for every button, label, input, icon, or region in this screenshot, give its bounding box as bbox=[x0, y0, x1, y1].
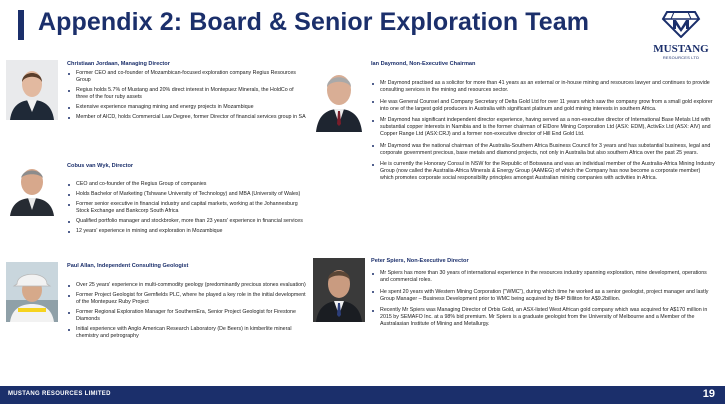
list-item: Mr Spiers has more than 30 years of international experience in the resources industry spanning exploration, mine development, operations and commercial roles. bbox=[371, 270, 715, 284]
page-number: 19 bbox=[702, 388, 715, 400]
photo-cobus-van-wyk bbox=[6, 160, 58, 216]
bullets-cobus-van-wyk bbox=[67, 181, 307, 238]
list-item: Mr Daymond practised as a solicitor for more than 41 years as an external or in-house mining and resources lawyer and continues to provide consulting services in the mining and resources sector. bbox=[371, 80, 715, 94]
list-item: Initial experience with Anglo American Research Laboratory (De Beers) in kimberlite mineral chemistry and petrography bbox=[67, 326, 307, 340]
list-item: Former Project Geologist for Gemfields PLC, where he played a key role in the initial development of the Montepuez Ruby Project bbox=[67, 292, 307, 306]
bullets-peter-spiers bbox=[371, 270, 715, 333]
photo-ian-daymond bbox=[313, 62, 365, 132]
page-title: Appendix 2: Board & Senior Exploration Team bbox=[38, 8, 590, 36]
heading-paul-allan: Paul Allan, Independent Consulting Geologist bbox=[67, 263, 189, 269]
heading-peter-spiers: Peter Spiers, Non-Executive Director bbox=[371, 258, 469, 264]
list-item: Over 25 years' experience in multi-commodity geology (predominantly precious stones evaluation) bbox=[67, 282, 307, 289]
heading-christiaan-jordaan: Christiaan Jordaan, Managing Director bbox=[67, 61, 170, 67]
list-item: He spent 20 years with Western Mining Corporation ("WMC"), during which time he worked as a senior geologist, project manager and lastly Group Manager – Business Development prior to WMC being acquired by BHP Billiton for A$9.2billion. bbox=[371, 289, 715, 303]
bullets-christiaan-jordaan bbox=[67, 70, 307, 124]
list-item: Recently Mr Spiers was Managing Director of Orbis Gold, an ASX-listed West African gold company which was acquired for A$170 million in 2015 by SEMAFO Inc. at a 98% bid premium. Mr Spiers is a graduate geologist from the University of Melbourne and a Member of the Australasian Institute of Mining and Metallurgy. bbox=[371, 307, 715, 328]
photo-christiaan-jordaan bbox=[6, 60, 58, 120]
company-logo bbox=[647, 8, 715, 64]
bullets-ian-daymond bbox=[371, 80, 715, 187]
list-item: 12 years' experience in mining and exploration in Mozambique bbox=[67, 228, 307, 235]
list-item: Holds Bachelor of Marketing (Tshwane University of Technology) and MBA (University of Wales) bbox=[67, 191, 307, 198]
diamond-logo-icon bbox=[661, 8, 701, 38]
footer-company-name: MUSTANG RESOURCES LIMITED bbox=[8, 391, 111, 397]
photo-paul-allan bbox=[6, 262, 58, 322]
list-item: Former Regional Exploration Manager for SouthernEra, Senior Project Geologist for Firestone Diamonds bbox=[67, 309, 307, 323]
list-item: Regius holds 5.7% of Mustang and 20% direct interest in Montepuez Minerals, the HoldCo of three of the four ruby assets bbox=[67, 87, 307, 101]
heading-cobus-van-wyk: Cobus van Wyk, Director bbox=[67, 163, 134, 169]
list-item: Former senior executive in financial industry and capital markets, working at the Johannesburg Stock Exchange and Bankcorp South Africa bbox=[67, 201, 307, 215]
list-item: Former CEO and co-founder of Mozambican-focused exploration company Regius Resources Group bbox=[67, 70, 307, 84]
list-item: Member of AICD, holds Commercial Law Degree, former Director of financial services group in SA bbox=[67, 114, 307, 121]
photo-peter-spiers bbox=[313, 258, 365, 322]
bullets-paul-allan bbox=[67, 282, 307, 343]
list-item: He is currently the Honorary Consul in NSW for the Republic of Botswana and was an individual member of the Australia-Africa Mining Industry Group (now called the Australia-Africa Minerals & Energy Group (AAMEG) of which the Company has now become a corporate member) which promotes corporate social responsibility principles amongst Australian mining companies with activities in Africa. bbox=[371, 161, 715, 182]
list-item: CEO and co-founder of the Regius Group of companies bbox=[67, 181, 307, 188]
logo-name: MUSTANG bbox=[653, 43, 709, 55]
list-item: Extensive experience managing mining and energy projects in Mozambique bbox=[67, 104, 307, 111]
list-item: Mr Daymond was the national chairman of the Australia-Southern Africa Business Council for 3 years and has substantial business, legal and corporate government precious, base metals and diamond projects, not only in Australia but also southern Africa over the past 25 years. bbox=[371, 143, 715, 157]
title-accent-bar bbox=[18, 10, 24, 40]
heading-ian-daymond: Ian Daymond, Non-Executive Chairman bbox=[371, 61, 476, 67]
logo-tagline: RESOURCES LTD bbox=[662, 55, 700, 60]
footer-bar bbox=[0, 386, 725, 404]
list-item: Mr Daymond has significant independent director experience, having served as a non-executive director of International Base Metals Ltd with substantial copper interests in Namibia and is the former chairman of ElDore Mining Corporation Ltd (ASX: EDM), ActivEx Ltd (ASX: AIV) and Copper Range Ltd (ASX:CRJ) and a former non-executive director of Hill End Gold Ltd. bbox=[371, 117, 715, 138]
list-item: He was General Counsel and Company Secretary of Delta Gold Ltd for over 11 years which saw the company grow from a small gold explorer into one of the largest gold producers in Australia with significant platinum and gold mining interests in southern Africa. bbox=[371, 99, 715, 113]
list-item: Qualified portfolio manager and stockbroker, more than 23 years' experience in financial services bbox=[67, 218, 307, 225]
